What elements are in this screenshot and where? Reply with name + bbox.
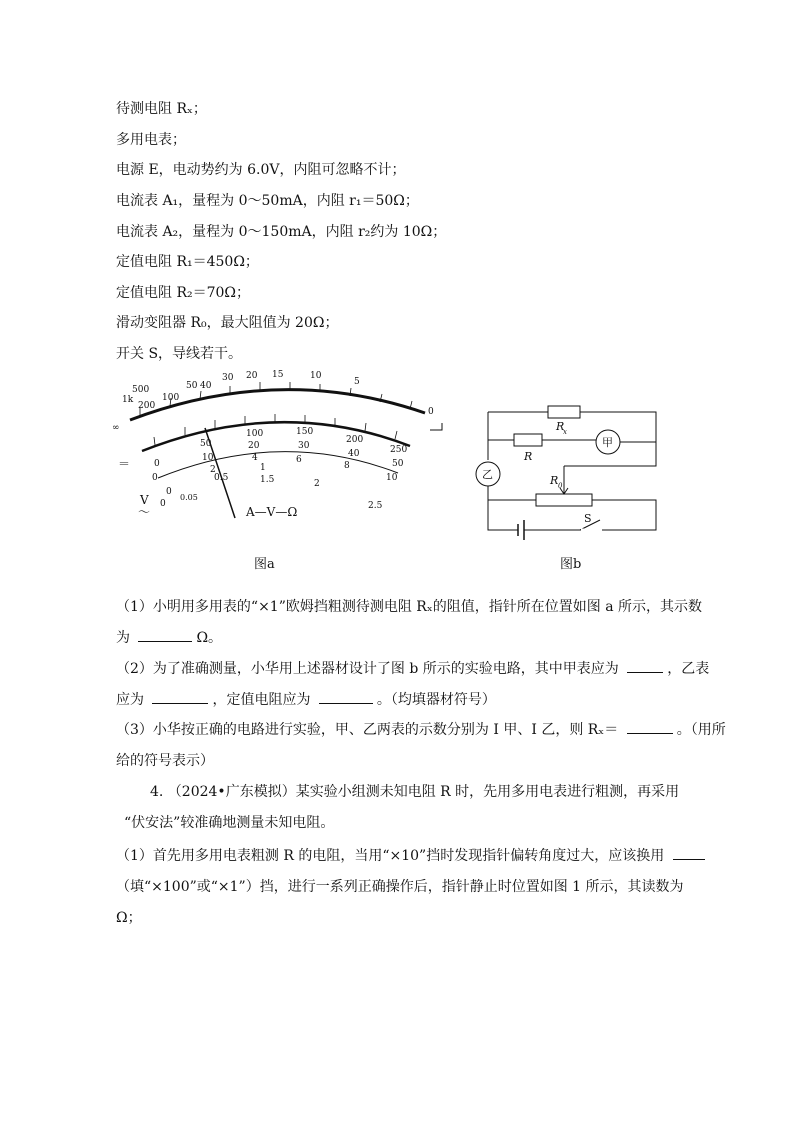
equipment-item-a1: 电流表 A₁，量程为 0～50mA，内阻 r₁＝50Ω；	[116, 193, 419, 209]
p4-line-2: “伏安法”较准确地测量未知电阻。	[124, 815, 335, 831]
low-label-15: 1.5	[260, 475, 275, 485]
ohm-label-20: 20	[246, 371, 258, 381]
mid-label-20: 20	[248, 441, 260, 451]
jia-label: 甲	[602, 436, 613, 449]
ac-label-10: 10	[386, 473, 398, 483]
equipment-item-a2: 电流表 A₂，量程为 0～150mA，内阻 r₂约为 10Ω；	[116, 224, 447, 240]
r-resistor	[514, 434, 542, 446]
p4q1-range-blank[interactable]	[673, 845, 705, 860]
q1-line-2	[116, 627, 222, 647]
q1-unit: Ω。	[196, 630, 223, 646]
yi-label: 乙	[482, 468, 493, 481]
ma-label-200: 200	[346, 435, 364, 445]
dc-symbol: ＝	[118, 457, 131, 471]
equipment-item-r2: 定值电阻 R₂＝70Ω；	[116, 285, 251, 301]
q2-resistor-blank[interactable]	[319, 689, 373, 704]
mid-label-0: 0	[152, 473, 158, 483]
q2-jia-blank[interactable]	[627, 658, 663, 673]
p4q1-line-2: （填“×100”或“×1”）挡，进行一系列正确操作后，指针静止时位置如图 1 所示，其读数为	[116, 879, 684, 895]
q3-answer-blank[interactable]	[627, 719, 673, 734]
ohm-label-40: 40	[200, 381, 212, 391]
r0-resistor	[536, 494, 592, 506]
ma-label-100: 100	[246, 429, 264, 439]
battery	[518, 520, 524, 540]
ohm-label-500: 500	[132, 385, 150, 395]
v-symbol: V	[140, 493, 149, 507]
zero-bracket	[430, 423, 442, 430]
low-label-0: 0	[160, 499, 166, 509]
ac-label-6: 6	[296, 455, 302, 465]
q2-line-1	[116, 658, 709, 678]
q2-line-2	[116, 689, 496, 709]
p4q1-text-a: （1）首先用多用电表粗测 R 的电阻，当用“×10”挡时发现指针偏转角度过大，应该换用	[116, 848, 665, 864]
ac-arc	[158, 452, 398, 478]
ohm-label-100: 100	[162, 393, 180, 403]
q2-text-c: 应为	[116, 692, 144, 708]
ohm-label-5: 5	[354, 377, 360, 387]
low-label-1: 1	[260, 463, 266, 473]
ohm-label-200: 200	[138, 401, 156, 411]
ma-label-0: 0	[154, 459, 160, 469]
p4q1-line-1	[116, 845, 705, 865]
ac-label-8: 8	[344, 461, 350, 471]
left-wire-bottom	[488, 486, 518, 530]
ma-label-50: 50	[200, 439, 212, 449]
equipment-item-r0: 滑动变阻器 R₀，最大阻值为 20Ω；	[116, 315, 339, 331]
rx-label: R	[556, 420, 565, 433]
ohm-label-10: 10	[310, 371, 322, 381]
r-label: R	[524, 450, 533, 463]
q1-answer-blank[interactable]	[138, 627, 192, 642]
mid-label-50: 50	[392, 459, 404, 469]
low-label-25: 2.5	[368, 501, 383, 511]
q2-text-b: ，乙表	[667, 661, 710, 677]
q1-line-1: （1）小明用多用表的“×1”欧姆挡粗测待测电阻 Rₓ的阻值，指针所在位置如图 a 所示，其示数	[116, 599, 703, 615]
ohm-label-50: 50	[186, 381, 198, 391]
figure-a-meter	[110, 368, 450, 540]
ma-arc	[142, 422, 410, 451]
q3-text-b: 。（用所	[676, 722, 726, 738]
ohm-label-30: 30	[222, 373, 234, 383]
low-label-005: 0.05	[180, 493, 198, 502]
p4q1-line-3: Ω；	[116, 910, 142, 926]
p4-line-1: 4. （2024•广东模拟）某实验小组测未知电阻 R 时，先用多用电表进行粗测，再采用	[150, 784, 680, 800]
ac-label-4: 4	[252, 453, 258, 463]
ohm-label-1k: 1k	[122, 395, 134, 405]
mid-label-40: 40	[348, 449, 360, 459]
equipment-item-source: 电源 E，电动势约为 6.0V，内阻可忽略不计；	[116, 162, 406, 178]
equipment-item-switch: 开关 S，导线若干。	[116, 346, 243, 362]
q3-line-1	[116, 719, 726, 739]
equipment-item-r1: 定值电阻 R₁＝450Ω；	[116, 254, 259, 270]
q2-yi-blank[interactable]	[152, 689, 208, 704]
ac-label-2: 2	[210, 465, 216, 475]
avo-label: A—V—Ω	[246, 505, 298, 519]
figure-b-caption: 图b	[560, 557, 582, 572]
q3-line-2: 给的符号表示）	[116, 753, 214, 769]
equipment-item-rx: 待测电阻 Rₓ；	[116, 101, 207, 117]
ac-symbol: ～	[138, 505, 151, 519]
ac-label-0: 0	[166, 487, 172, 497]
low-label-05: 0.5	[214, 473, 229, 483]
r0-label: R	[550, 474, 559, 487]
r0-sub: 0	[558, 482, 563, 490]
ohm-label-0: 0	[428, 407, 434, 417]
q1-prefix: 为	[116, 630, 130, 646]
q2-text-a: （2）为了准确测量，小华用上述器材设计了图 b 所示的实验电路，其中甲表应为	[116, 661, 619, 677]
ohm-label-inf: ∞	[112, 423, 120, 433]
equipment-item-multimeter: 多用电表；	[116, 132, 186, 148]
mid-label-30: 30	[298, 441, 310, 451]
q3-text-a: （3）小华按正确的电路进行实验，甲、乙两表的示数分别为 I 甲、I 乙，则 Rₓ＝	[116, 722, 619, 738]
low-label-2: 2	[314, 479, 320, 489]
rx-resistor	[548, 406, 580, 418]
ma-label-250: 250	[390, 445, 408, 455]
figure-a-caption: 图a	[254, 557, 275, 572]
ma-label-150: 150	[296, 427, 314, 437]
figure-b-circuit	[470, 400, 670, 545]
q2-text-d: ，定值电阻应为	[212, 692, 311, 708]
switch-label: S	[584, 512, 592, 525]
q2-text-e: 。（均填器材符号）	[376, 692, 496, 708]
rx-sub: x	[563, 428, 567, 436]
mid-label-10: 10	[202, 453, 214, 463]
ohm-label-15: 15	[272, 370, 284, 380]
